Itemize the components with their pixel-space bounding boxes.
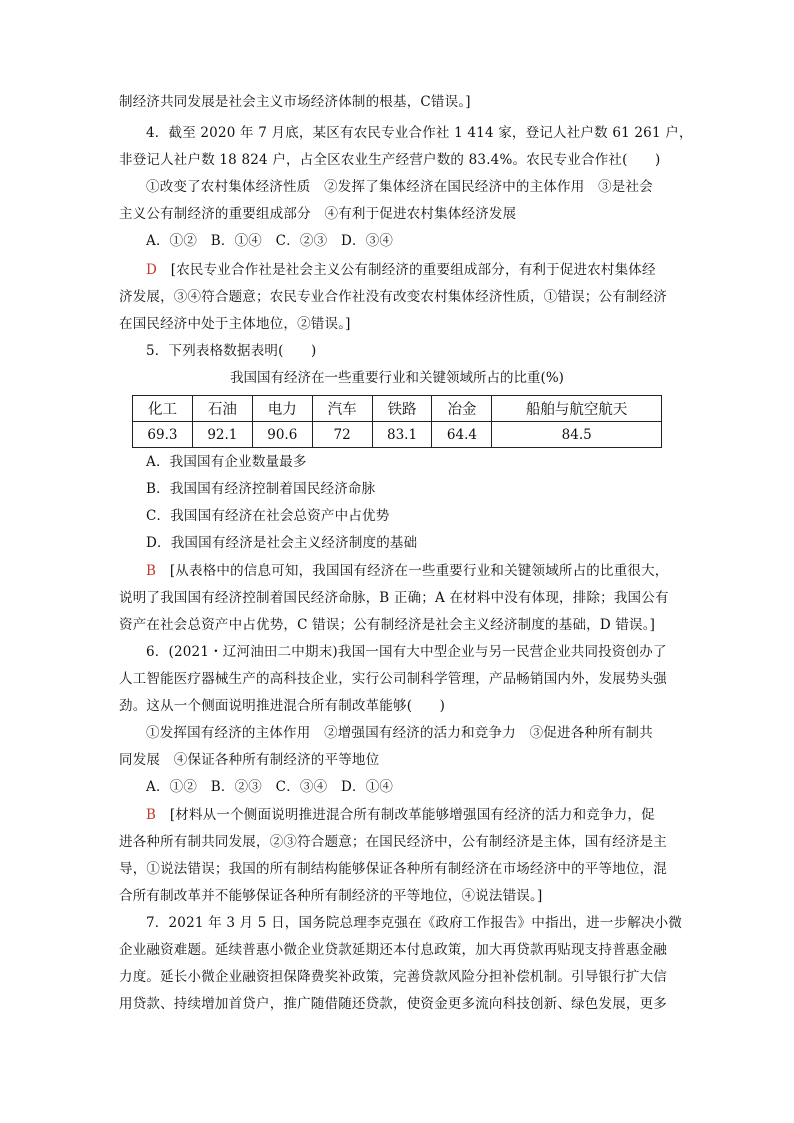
question-7-stem-cont: 力度。延长小微企业融资担保降费奖补政策，完善贷款风险分担补偿机制。引导银行扩大信 [119,969,667,985]
table-cell: 72 [312,422,372,448]
question-6-options: ①发挥国有经济的主体作用 ②增强国有经济的活力和竞争力 ③促进各种所有制共 [146,725,653,741]
question-5-explanation-cont: 说明了我国国有经济控制着国民经济命脉，B 正确；A 在材料中没有体现，排除；我国公有 [119,590,669,606]
table-header-cell: 汽车 [312,396,372,422]
question-4-choices: A．①② B．①④ C．②③ D．③④ [146,233,394,249]
table-header-cell: 冶金 [432,396,492,422]
table-header-cell: 铁路 [372,396,432,422]
question-6-explanation-cont: 导，①说法错误；我国的所有制结构能够保证各种所有制经济在市场经济中的平等地位，混 [119,861,667,877]
answer-letter: B [146,807,157,823]
table-cell: 90.6 [252,422,312,448]
question-7-stem-cont: 企业融资难题。延续普惠小微企业贷款延期还本付息政策，加大再贷款再贴现支持普惠金融 [119,942,667,958]
table-header-cell: 石油 [192,396,252,422]
question-6-explanation-cont: 合所有制改革并不能够保证各种所有制经济的平等地位，④说法错误。] [119,888,543,904]
text-line: 制经济共同发展是社会主义市场经济体制的根基，C错误。] [119,94,471,110]
table-row [133,422,662,448]
table-header-row [133,396,662,422]
table-cell: 69.3 [133,422,193,448]
question-4-stem: 4．截至 2020 年 7 月底，某区有农民专业合作社 1 414 家，登记人社户数 61 261 户， [146,125,693,141]
question-5-explanation-cont: 资产在社会总资产中占优势，C 错误；公有制经济是社会主义经济制度的基础，D 错误。] [119,617,656,633]
question-4-options: ①改变了农村集体经济性质 ②发挥了集体经济在国民经济中的主体作用 ③是社会 [146,179,653,195]
data-table [132,395,662,448]
table-cell: 84.5 [492,422,662,448]
question-6-options-cont: 同发展 ④保证各种所有制经济的平等地位 [119,752,380,768]
table-caption: 我国国有经济在一些重要行业和关键领域所占的比重(%) [230,370,564,386]
question-6-explanation [146,805,706,825]
question-4-explanation [146,260,706,280]
question-6-stem: 6．(2021・辽河油田二中期末)我国一国有大中型企业与另一民营企业共同投资创办了 [146,644,667,660]
answer-letter: D [146,262,158,278]
table-cell: 92.1 [192,422,252,448]
question-4-explanation-cont: 在国民经济中处于主体地位，②错误。] [119,316,351,332]
question-4-explanation-cont: 济发展，③④符合题意；农民专业合作社没有改变农村集体经济性质，①错误；公有制经济 [119,289,667,305]
table-header-cell: 船舶与航空航天 [492,396,662,422]
question-5-option-d: D．我国国有经济是社会主义经济制度的基础 [146,535,418,551]
question-5-option-c: C．我国国有经济在社会总资产中占优势 [146,508,390,524]
question-5-option-a: A．我国国有企业数量最多 [146,454,307,470]
question-6-choices: A．①② B．②③ C．③④ D．①④ [146,779,394,795]
answer-letter: B [146,563,157,579]
explanation-text: [从表格中的信息可知，我国国有经济在一些重要行业和关键领域所占的比重很大， [169,563,669,579]
table-cell: 64.4 [432,422,492,448]
question-5-stem: 5．下列表格数据表明( ) [146,343,317,359]
question-4-stem-cont: 非登记人社户数 18 824 户，占全区农业生产经营户数的 83.4%。农民专业合作社( ) [119,152,661,168]
explanation-text: [材料从一个侧面说明推进混合所有制改革能够增强国有经济的活力和竞争力，促 [169,807,655,823]
question-5-explanation [146,561,706,581]
question-6-stem-cont: 人工智能医疗器械生产的高科技企业，实行公司制科学管理，产品畅销国内外，发展势头强 [119,671,667,687]
question-7-stem: 7．2021 年 3 月 5 日，国务院总理李克强在《政府工作报告》中指出，进一步解决小微 [146,915,683,931]
question-5-option-b: B．我国国有经济控制着国民经济命脉 [146,481,376,497]
table-header-cell: 电力 [252,396,312,422]
explanation-text: [农民专业合作社是社会主义公有制经济的重要组成部分，有利于促进农村集体经 [170,262,656,278]
table-header-cell: 化工 [133,396,193,422]
question-7-stem-cont: 用贷款、持续增加首贷户，推广随借随还贷款，使资金更多流向科技创新、绿色发展，更多 [119,996,667,1012]
table-cell: 83.1 [372,422,432,448]
question-6-stem-cont: 劲。这从一个侧面说明推进混合所有制改革能够( ) [119,698,446,714]
question-6-explanation-cont: 进各种所有制共同发展，②③符合题意；在国民经济中，公有制经济是主体，国有经济是主 [119,834,667,850]
question-4-options-cont: 主义公有制经济的重要组成部分 ④有利于促进农村集体经济发展 [119,206,517,222]
